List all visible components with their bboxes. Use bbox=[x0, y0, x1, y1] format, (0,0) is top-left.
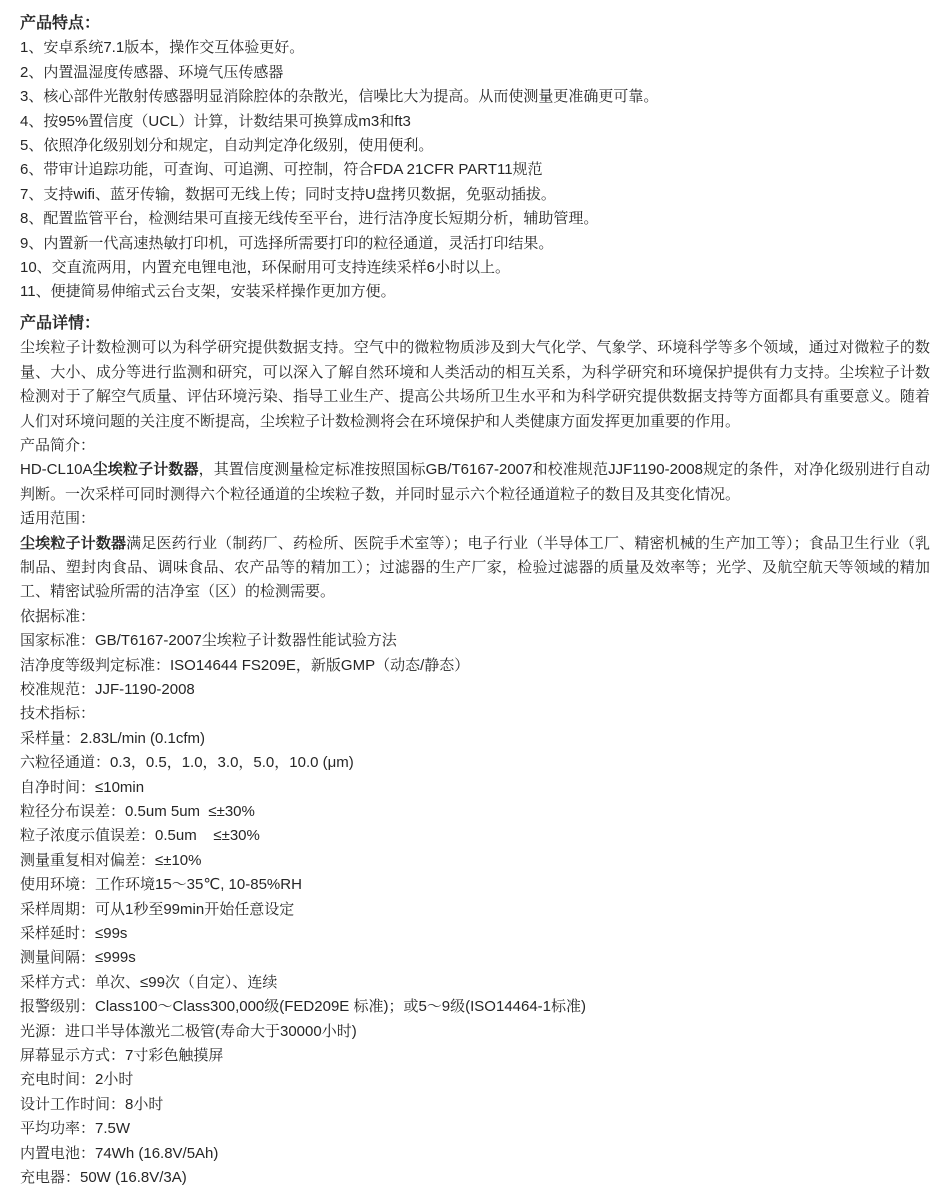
spec-item: 粒径分布误差：0.5um 5um ≤±30% bbox=[20, 803, 255, 820]
spec-item: 光源：进口半导体激光二极管(寿命大于30000小时) bbox=[20, 1022, 357, 1040]
spec-item: 内置电池：74Wh (16.8V/5Ah) bbox=[20, 1144, 219, 1162]
standard-item: 洁净度等级判定标准：ISO14644 FS209E，新版GMP（动态/静态） bbox=[20, 656, 470, 674]
feature-item: 1、安卓系统7.1版本，操作交互体验更好。 bbox=[20, 39, 305, 57]
feature-item: 8、配置监管平台，检测结果可直接无线传至平台，进行洁净度长短期分析，辅助管理。 bbox=[20, 210, 599, 228]
spec-item: 充电时间：2小时 bbox=[20, 1071, 134, 1089]
scope-paragraph bbox=[20, 532, 930, 605]
features-heading: 产品特点： bbox=[20, 15, 101, 32]
standard-item: 国家标准：GB/T6167-2007尘埃粒子计数器性能试验方法 bbox=[20, 632, 397, 650]
feature-item: 3、核心部件光散射传感器明显消除腔体的杂散光，信噪比大为提高。从而使测量更准确更可靠。 bbox=[20, 88, 659, 106]
feature-item: 7、支持wifi、蓝牙传输，数据可无线上传；同时支持U盘拷贝数据，免驱动插拔。 bbox=[20, 185, 556, 203]
spec-item: 自净时间：≤10min bbox=[20, 778, 145, 796]
feature-item: 9、内置新一代高速热敏打印机，可选择所需要打印的粒径通道，灵活打印结果。 bbox=[20, 234, 554, 252]
spec-item: 粒子浓度示值误差：0.5um ≤±30% bbox=[20, 827, 260, 845]
spec-item: 平均功率：7.5W bbox=[20, 1120, 131, 1138]
feature-item: 10、交直流两用，内置充电锂电池，环保耐用可支持连续采样6小时以上。 bbox=[20, 259, 511, 277]
standard-item: 校准规范：JJF-1190-2008 bbox=[20, 680, 195, 698]
spec-item: 设计工作时间：8小时 bbox=[20, 1095, 164, 1113]
intro-label: 产品简介： bbox=[20, 436, 96, 454]
details-heading: 产品详情： bbox=[20, 314, 101, 332]
standards-label: 依据标准： bbox=[20, 607, 96, 625]
intro-model-text: HD-CL10A bbox=[20, 461, 93, 479]
spec-item: 使用环境：工作环境15～35℃, 10-85%RH bbox=[20, 876, 302, 894]
intro-description-text: ，其置信度测量检定标准按照国标GB/T6167-2007和校准规范JJF1190-2008规定的条件，对净化级别进行自动判断。一次采样可同时测得六个粒径通道的尘埃粒子数，并同时显示六个粒径通道粒子的数目及其变化情况。 bbox=[20, 461, 930, 503]
spec-item: 采样量：2.83L/min (0.1cfm) bbox=[20, 729, 206, 747]
scope-description-text: 满足医药行业（制药厂、药检所、医院手术室等）；电子行业（半导体工厂、精密机械的生产加工等）；食品卫生行业（乳制品、塑封肉食品、调味食品、农产品等的精加工）；过滤器的生产厂家，检验过滤器的质量及效率等；光学、及航空航天等领域的精加工、精密试验所需的洁净室（区）的检测需要。 bbox=[20, 534, 930, 601]
scope-label: 适用范围： bbox=[20, 510, 96, 528]
intro-product-name: 尘埃粒子计数器 bbox=[92, 461, 199, 479]
scope-product-name: 尘埃粒子计数器 bbox=[20, 534, 127, 552]
feature-item: 2、内置温湿度传感器、环境气压传感器 bbox=[20, 63, 284, 81]
feature-item: 6、带审计追踪功能，可查询、可追溯、可控制，符合FDA 21CFR PART11规范 bbox=[20, 161, 543, 179]
spec-item: 屏幕显示方式：7寸彩色触摸屏 bbox=[20, 1047, 224, 1065]
spec-item: 测量间隔：≤999s bbox=[20, 949, 136, 967]
spec-item: 充电器：50W (16.8V/3A) bbox=[20, 1169, 187, 1187]
spec-item: 测量重复相对偏差：≤±10% bbox=[20, 851, 202, 869]
intro-paragraph bbox=[20, 458, 930, 507]
spec-item: 采样方式：单次、≤99次（自定）、连续 bbox=[20, 973, 278, 991]
feature-item: 5、依照净化级别划分和规定，自动判定净化级别，使用便利。 bbox=[20, 137, 434, 155]
specs-label: 技术指标： bbox=[20, 705, 96, 723]
feature-item: 11、便捷简易伸缩式云台支架，安装采样操作更加方便。 bbox=[20, 283, 396, 301]
spec-item: 六粒径通道：0.3，0.5，1.0，3.0，5.0，10.0 (μm) bbox=[20, 754, 354, 772]
spec-item: 采样周期：可从1秒至99min开始任意设定 bbox=[20, 900, 295, 918]
feature-item: 4、按95%置信度（UCL）计算，计数结果可换算成m3和ft3 bbox=[20, 112, 411, 130]
details-paragraph: 尘埃粒子计数检测可以为科学研究提供数据支持。空气中的微粒物质涉及到大气化学、气象学、环境科学等多个领域，通过对微粒子的数量、大小、成分等进行监测和研究，可以深入了解自然环境和人类活动的相互关系，为科学研究和环境保护提供有力支持。尘埃粒子计数检测对于了解空气质量、评估环境污染、指导工业生产、提高公共场所卫生水平和为科学研究提供数据支持等方面都具有重要意义。随着人们对环境问题的关注度不断提高，尘埃粒子计数检测将会在环境保护和人类健康方面发挥更加重要的作用。 bbox=[20, 339, 930, 430]
spec-item: 采样延时：≤99s bbox=[20, 925, 128, 943]
spec-item: 报警级别：Class100～Class300,000级(FED209E 标准)；或5～9级(ISO14464-1标准) bbox=[20, 998, 587, 1016]
